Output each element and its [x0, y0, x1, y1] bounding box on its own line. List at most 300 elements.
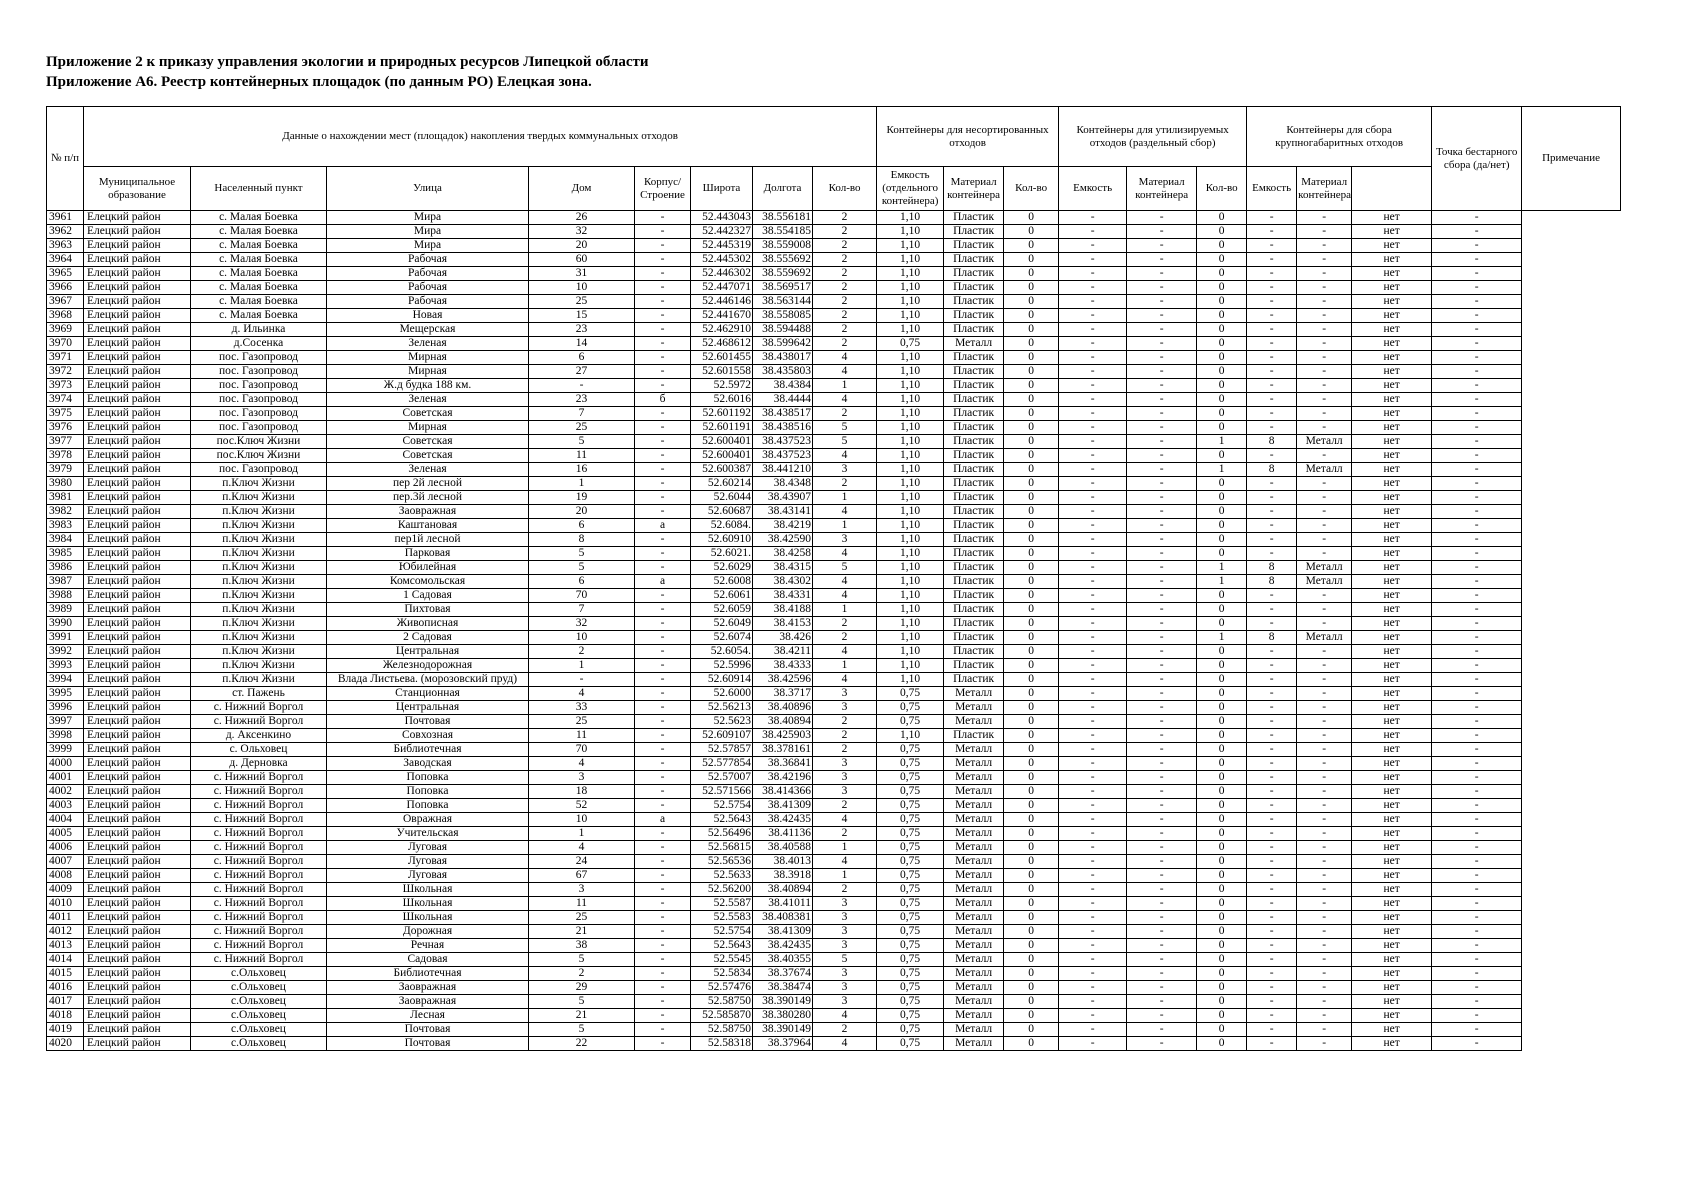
- longitude-cell: 38.36841: [753, 757, 813, 771]
- bulky-capacity-cell: -: [1247, 533, 1297, 547]
- separate-count-cell: 0: [1004, 617, 1059, 631]
- municipality-cell: Елецкий район: [84, 869, 191, 883]
- separate-material-cell: -: [1127, 575, 1197, 589]
- bagless-cell: нет: [1352, 631, 1432, 645]
- notes-cell: -: [1432, 995, 1522, 1009]
- building-cell: -: [635, 281, 691, 295]
- unsorted-count-cell: 1: [813, 603, 877, 617]
- row-number: 3982: [47, 505, 84, 519]
- bulky-count-cell: 0: [1197, 715, 1247, 729]
- latitude-cell: 52.601191: [691, 421, 753, 435]
- longitude-cell: 38.599642: [753, 337, 813, 351]
- building-cell: а: [635, 519, 691, 533]
- unsorted-count-cell: 1: [813, 841, 877, 855]
- separate-count-cell: 0: [1004, 589, 1059, 603]
- bagless-cell: нет: [1352, 491, 1432, 505]
- unsorted-material-cell: Пластик: [944, 295, 1004, 309]
- latitude-cell: 52.571566: [691, 785, 753, 799]
- separate-capacity-cell: -: [1059, 827, 1127, 841]
- building-cell: -: [635, 533, 691, 547]
- notes-cell: -: [1432, 645, 1522, 659]
- bulky-material-cell: -: [1297, 785, 1352, 799]
- notes-cell: -: [1432, 925, 1522, 939]
- separate-count-cell: 0: [1004, 295, 1059, 309]
- separate-count-cell: 0: [1004, 239, 1059, 253]
- separate-material-cell: -: [1127, 491, 1197, 505]
- unsorted-count-cell: 3: [813, 967, 877, 981]
- unsorted-count-cell: 2: [813, 225, 877, 239]
- bulky-count-cell: 0: [1197, 589, 1247, 603]
- separate-material-cell: -: [1127, 673, 1197, 687]
- house-cell: 2: [529, 967, 635, 981]
- latitude-cell: 52.468612: [691, 337, 753, 351]
- building-cell: -: [635, 589, 691, 603]
- longitude-cell: 38.426: [753, 631, 813, 645]
- street-cell: 1 Садовая: [327, 589, 529, 603]
- separate-count-cell: 0: [1004, 1037, 1059, 1051]
- house-cell: 20: [529, 239, 635, 253]
- separate-material-cell: -: [1127, 743, 1197, 757]
- unsorted-capacity-cell: 1,10: [877, 253, 944, 267]
- latitude-cell: 52.446146: [691, 295, 753, 309]
- table-row: [47, 561, 1621, 575]
- notes-cell: -: [1432, 253, 1522, 267]
- longitude-cell: 38.563144: [753, 295, 813, 309]
- house-cell: 1: [529, 659, 635, 673]
- latitude-cell: 52.6021.: [691, 547, 753, 561]
- settlement-cell: п.Ключ Жизни: [191, 519, 327, 533]
- table-row: [47, 211, 1621, 225]
- bagless-cell: нет: [1352, 351, 1432, 365]
- separate-capacity-cell: -: [1059, 463, 1127, 477]
- latitude-cell: 52.58750: [691, 995, 753, 1009]
- building-cell: -: [635, 351, 691, 365]
- unsorted-capacity-cell: 1,10: [877, 449, 944, 463]
- separate-count-cell: 0: [1004, 533, 1059, 547]
- latitude-cell: 52.5972: [691, 379, 753, 393]
- bagless-cell: нет: [1352, 617, 1432, 631]
- building-cell: -: [635, 547, 691, 561]
- unsorted-count-cell: 2: [813, 239, 877, 253]
- house-cell: 2: [529, 645, 635, 659]
- longitude-cell: 38.4211: [753, 645, 813, 659]
- settlement-cell: д. Аксенкино: [191, 729, 327, 743]
- settlement-cell: с. Малая Боевка: [191, 225, 327, 239]
- separate-count-cell: 0: [1004, 827, 1059, 841]
- separate-material-cell: -: [1127, 351, 1197, 365]
- unsorted-material-cell: Пластик: [944, 603, 1004, 617]
- unsorted-material-cell: Пластик: [944, 211, 1004, 225]
- notes-cell: -: [1432, 547, 1522, 561]
- table-row: [47, 813, 1621, 827]
- bagless-cell: нет: [1352, 239, 1432, 253]
- header-b-count: Кол-во: [1197, 167, 1247, 211]
- bulky-count-cell: 0: [1197, 225, 1247, 239]
- municipality-cell: Елецкий район: [84, 785, 191, 799]
- longitude-cell: 38.43141: [753, 505, 813, 519]
- bulky-count-cell: 0: [1197, 519, 1247, 533]
- bulky-material-cell: -: [1297, 225, 1352, 239]
- municipality-cell: Елецкий район: [84, 701, 191, 715]
- settlement-cell: с. Нижний Воргол: [191, 841, 327, 855]
- longitude-cell: 38.435803: [753, 365, 813, 379]
- unsorted-material-cell: Металл: [944, 827, 1004, 841]
- street-cell: пер 2й лесной: [327, 477, 529, 491]
- unsorted-count-cell: 2: [813, 729, 877, 743]
- unsorted-capacity-cell: 0,75: [877, 995, 944, 1009]
- separate-count-cell: 0: [1004, 715, 1059, 729]
- header-notes: Примечание: [1522, 107, 1621, 211]
- bulky-capacity-cell: 8: [1247, 575, 1297, 589]
- municipality-cell: Елецкий район: [84, 477, 191, 491]
- unsorted-capacity-cell: 0,75: [877, 827, 944, 841]
- unsorted-material-cell: Пластик: [944, 575, 1004, 589]
- notes-cell: -: [1432, 211, 1522, 225]
- bulky-material-cell: -: [1297, 393, 1352, 407]
- bulky-count-cell: 0: [1197, 421, 1247, 435]
- bulky-material-cell: -: [1297, 659, 1352, 673]
- bulky-capacity-cell: -: [1247, 323, 1297, 337]
- house-cell: 6: [529, 575, 635, 589]
- separate-material-cell: -: [1127, 253, 1197, 267]
- street-cell: Юбилейная: [327, 561, 529, 575]
- unsorted-capacity-cell: 1,10: [877, 407, 944, 421]
- street-cell: Влада Листьева. (морозовский пруд): [327, 673, 529, 687]
- table-row: [47, 449, 1621, 463]
- row-number: 3976: [47, 421, 84, 435]
- longitude-cell: 38.4333: [753, 659, 813, 673]
- longitude-cell: 38.556181: [753, 211, 813, 225]
- bulky-count-cell: 0: [1197, 673, 1247, 687]
- row-number: 3968: [47, 309, 84, 323]
- unsorted-material-cell: Пластик: [944, 309, 1004, 323]
- bagless-cell: нет: [1352, 589, 1432, 603]
- settlement-cell: п.Ключ Жизни: [191, 491, 327, 505]
- unsorted-material-cell: Металл: [944, 995, 1004, 1009]
- latitude-cell: 52.446302: [691, 267, 753, 281]
- bagless-cell: нет: [1352, 337, 1432, 351]
- row-number: 3972: [47, 365, 84, 379]
- longitude-cell: 38.558085: [753, 309, 813, 323]
- separate-count-cell: 0: [1004, 449, 1059, 463]
- bulky-capacity-cell: -: [1247, 645, 1297, 659]
- bagless-cell: нет: [1352, 435, 1432, 449]
- bagless-cell: нет: [1352, 561, 1432, 575]
- bulky-count-cell: 0: [1197, 267, 1247, 281]
- house-cell: 3: [529, 771, 635, 785]
- street-cell: Зеленая: [327, 337, 529, 351]
- longitude-cell: 38.4315: [753, 561, 813, 575]
- latitude-cell: 52.601455: [691, 351, 753, 365]
- unsorted-material-cell: Пластик: [944, 505, 1004, 519]
- latitude-cell: 52.600387: [691, 463, 753, 477]
- latitude-cell: 52.58318: [691, 1037, 753, 1051]
- header-u-capacity: Емкость (отдельного контейнера): [877, 167, 944, 211]
- bulky-count-cell: 0: [1197, 883, 1247, 897]
- longitude-cell: 38.380280: [753, 1009, 813, 1023]
- building-cell: -: [635, 225, 691, 239]
- longitude-cell: 38.42596: [753, 673, 813, 687]
- separate-capacity-cell: -: [1059, 771, 1127, 785]
- notes-cell: -: [1432, 687, 1522, 701]
- table-row: [47, 687, 1621, 701]
- row-number: 3996: [47, 701, 84, 715]
- notes-cell: -: [1432, 267, 1522, 281]
- bulky-material-cell: -: [1297, 701, 1352, 715]
- unsorted-capacity-cell: 1,10: [877, 323, 944, 337]
- bulky-capacity-cell: -: [1247, 547, 1297, 561]
- notes-cell: -: [1432, 617, 1522, 631]
- building-cell: -: [635, 365, 691, 379]
- header-bagless: Точка бестарного сбора (да/нет): [1432, 107, 1522, 211]
- bulky-count-cell: 0: [1197, 323, 1247, 337]
- longitude-cell: 38.425903: [753, 729, 813, 743]
- notes-cell: -: [1432, 505, 1522, 519]
- settlement-cell: п.Ключ Жизни: [191, 631, 327, 645]
- table-row: [47, 911, 1621, 925]
- bulky-capacity-cell: -: [1247, 897, 1297, 911]
- unsorted-capacity-cell: 0,75: [877, 715, 944, 729]
- notes-cell: -: [1432, 757, 1522, 771]
- house-cell: 70: [529, 589, 635, 603]
- latitude-cell: 52.577854: [691, 757, 753, 771]
- unsorted-material-cell: Металл: [944, 701, 1004, 715]
- row-number: 4013: [47, 939, 84, 953]
- street-cell: Луговая: [327, 841, 529, 855]
- house-cell: 32: [529, 225, 635, 239]
- unsorted-count-cell: 1: [813, 491, 877, 505]
- separate-capacity-cell: -: [1059, 477, 1127, 491]
- settlement-cell: с. Нижний Воргол: [191, 925, 327, 939]
- street-cell: Библиотечная: [327, 967, 529, 981]
- header-building: Корпус/ Строение: [635, 167, 691, 211]
- unsorted-material-cell: Пластик: [944, 631, 1004, 645]
- unsorted-capacity-cell: 1,10: [877, 463, 944, 477]
- bulky-count-cell: 0: [1197, 407, 1247, 421]
- unsorted-count-cell: 2: [813, 827, 877, 841]
- separate-count-cell: 0: [1004, 407, 1059, 421]
- row-number: 3984: [47, 533, 84, 547]
- row-number: 4004: [47, 813, 84, 827]
- notes-cell: -: [1432, 575, 1522, 589]
- table-row: [47, 883, 1621, 897]
- table-body: [47, 211, 1621, 1051]
- notes-cell: -: [1432, 715, 1522, 729]
- row-number: 4000: [47, 757, 84, 771]
- table-row: [47, 897, 1621, 911]
- latitude-cell: 52.601558: [691, 365, 753, 379]
- separate-capacity-cell: -: [1059, 785, 1127, 799]
- separate-material-cell: -: [1127, 659, 1197, 673]
- street-cell: Комсомольская: [327, 575, 529, 589]
- notes-cell: -: [1432, 869, 1522, 883]
- unsorted-capacity-cell: 0,75: [877, 939, 944, 953]
- notes-cell: -: [1432, 477, 1522, 491]
- building-cell: -: [635, 379, 691, 393]
- settlement-cell: с. Нижний Воргол: [191, 911, 327, 925]
- house-cell: 25: [529, 715, 635, 729]
- house-cell: 10: [529, 813, 635, 827]
- house-cell: 7: [529, 603, 635, 617]
- longitude-cell: 38.438017: [753, 351, 813, 365]
- bulky-capacity-cell: 8: [1247, 561, 1297, 575]
- building-cell: -: [635, 617, 691, 631]
- unsorted-material-cell: Пластик: [944, 561, 1004, 575]
- bulky-capacity-cell: -: [1247, 491, 1297, 505]
- bagless-cell: нет: [1352, 519, 1432, 533]
- building-cell: -: [635, 729, 691, 743]
- building-cell: -: [635, 267, 691, 281]
- municipality-cell: Елецкий район: [84, 841, 191, 855]
- municipality-cell: Елецкий район: [84, 967, 191, 981]
- unsorted-count-cell: 4: [813, 855, 877, 869]
- unsorted-capacity-cell: 1,10: [877, 547, 944, 561]
- row-number: 3988: [47, 589, 84, 603]
- separate-material-cell: -: [1127, 617, 1197, 631]
- notes-cell: -: [1432, 435, 1522, 449]
- separate-material-cell: -: [1127, 589, 1197, 603]
- latitude-cell: 52.60914: [691, 673, 753, 687]
- separate-capacity-cell: -: [1059, 715, 1127, 729]
- latitude-cell: 52.445302: [691, 253, 753, 267]
- header-num: № п/п: [47, 107, 84, 211]
- bulky-material-cell: -: [1297, 281, 1352, 295]
- municipality-cell: Елецкий район: [84, 883, 191, 897]
- municipality-cell: Елецкий район: [84, 351, 191, 365]
- house-cell: 3: [529, 883, 635, 897]
- table-row: [47, 785, 1621, 799]
- row-number: 3985: [47, 547, 84, 561]
- bulky-count-cell: 0: [1197, 981, 1247, 995]
- settlement-cell: с. Малая Боевка: [191, 239, 327, 253]
- separate-material-cell: -: [1127, 407, 1197, 421]
- separate-count-cell: 0: [1004, 421, 1059, 435]
- row-number: 4006: [47, 841, 84, 855]
- house-cell: 4: [529, 841, 635, 855]
- separate-material-cell: -: [1127, 925, 1197, 939]
- bagless-cell: нет: [1352, 309, 1432, 323]
- table-row: [47, 323, 1621, 337]
- separate-capacity-cell: -: [1059, 561, 1127, 575]
- building-cell: -: [635, 505, 691, 519]
- unsorted-capacity-cell: 1,10: [877, 211, 944, 225]
- building-cell: -: [635, 211, 691, 225]
- bulky-material-cell: -: [1297, 295, 1352, 309]
- bagless-cell: нет: [1352, 1023, 1432, 1037]
- bulky-capacity-cell: -: [1247, 309, 1297, 323]
- municipality-cell: Елецкий район: [84, 603, 191, 617]
- separate-count-cell: 0: [1004, 281, 1059, 295]
- table-row: [47, 253, 1621, 267]
- unsorted-count-cell: 2: [813, 337, 877, 351]
- settlement-cell: с. Малая Боевка: [191, 295, 327, 309]
- longitude-cell: 38.4348: [753, 477, 813, 491]
- unsorted-material-cell: Металл: [944, 925, 1004, 939]
- separate-capacity-cell: -: [1059, 967, 1127, 981]
- separate-material-cell: -: [1127, 1023, 1197, 1037]
- street-cell: Станционная: [327, 687, 529, 701]
- table-row: [47, 799, 1621, 813]
- settlement-cell: д. Ильинка: [191, 323, 327, 337]
- separate-material-cell: -: [1127, 393, 1197, 407]
- unsorted-material-cell: Металл: [944, 967, 1004, 981]
- bulky-material-cell: -: [1297, 883, 1352, 897]
- longitude-cell: 38.4384: [753, 379, 813, 393]
- separate-material-cell: -: [1127, 267, 1197, 281]
- house-cell: -: [529, 673, 635, 687]
- table-row: [47, 407, 1621, 421]
- separate-count-cell: 0: [1004, 225, 1059, 239]
- municipality-cell: Елецкий район: [84, 491, 191, 505]
- row-number: 4020: [47, 1037, 84, 1051]
- separate-count-cell: 0: [1004, 729, 1059, 743]
- settlement-cell: пос. Газопровод: [191, 421, 327, 435]
- bulky-material-cell: -: [1297, 813, 1352, 827]
- separate-capacity-cell: -: [1059, 449, 1127, 463]
- row-number: 3963: [47, 239, 84, 253]
- bulky-count-cell: 0: [1197, 995, 1247, 1009]
- street-cell: Заовражная: [327, 995, 529, 1009]
- row-number: 4014: [47, 953, 84, 967]
- unsorted-material-cell: Пластик: [944, 253, 1004, 267]
- street-cell: Парковая: [327, 547, 529, 561]
- house-cell: 11: [529, 449, 635, 463]
- separate-material-cell: -: [1127, 603, 1197, 617]
- street-cell: Библиотечная: [327, 743, 529, 757]
- row-number: 4007: [47, 855, 84, 869]
- bagless-cell: нет: [1352, 855, 1432, 869]
- unsorted-capacity-cell: 1,10: [877, 239, 944, 253]
- separate-capacity-cell: -: [1059, 897, 1127, 911]
- separate-count-cell: 0: [1004, 323, 1059, 337]
- bagless-cell: нет: [1352, 253, 1432, 267]
- street-cell: Мира: [327, 211, 529, 225]
- unsorted-capacity-cell: 0,75: [877, 743, 944, 757]
- table-row: [47, 729, 1621, 743]
- unsorted-count-cell: 2: [813, 617, 877, 631]
- latitude-cell: 52.609107: [691, 729, 753, 743]
- municipality-cell: Елецкий район: [84, 239, 191, 253]
- separate-capacity-cell: -: [1059, 911, 1127, 925]
- notes-cell: -: [1432, 813, 1522, 827]
- separate-material-cell: -: [1127, 771, 1197, 785]
- unsorted-count-cell: 3: [813, 701, 877, 715]
- unsorted-material-cell: Металл: [944, 813, 1004, 827]
- settlement-cell: д. Дерновка: [191, 757, 327, 771]
- row-number: 3986: [47, 561, 84, 575]
- bulky-material-cell: -: [1297, 869, 1352, 883]
- unsorted-count-cell: 3: [813, 785, 877, 799]
- building-cell: -: [635, 785, 691, 799]
- separate-count-cell: 0: [1004, 463, 1059, 477]
- table-row: [47, 855, 1621, 869]
- separate-material-cell: -: [1127, 995, 1197, 1009]
- unsorted-count-cell: 1: [813, 869, 877, 883]
- unsorted-material-cell: Пластик: [944, 673, 1004, 687]
- settlement-cell: пос. Газопровод: [191, 393, 327, 407]
- house-cell: 16: [529, 463, 635, 477]
- latitude-cell: 52.6000: [691, 687, 753, 701]
- row-number: 3966: [47, 281, 84, 295]
- bulky-capacity-cell: -: [1247, 995, 1297, 1009]
- table-row: [47, 393, 1621, 407]
- separate-capacity-cell: -: [1059, 211, 1127, 225]
- settlement-cell: с. Малая Боевка: [191, 281, 327, 295]
- longitude-cell: 38.414366: [753, 785, 813, 799]
- unsorted-count-cell: 2: [813, 281, 877, 295]
- municipality-cell: Елецкий район: [84, 267, 191, 281]
- building-cell: -: [635, 673, 691, 687]
